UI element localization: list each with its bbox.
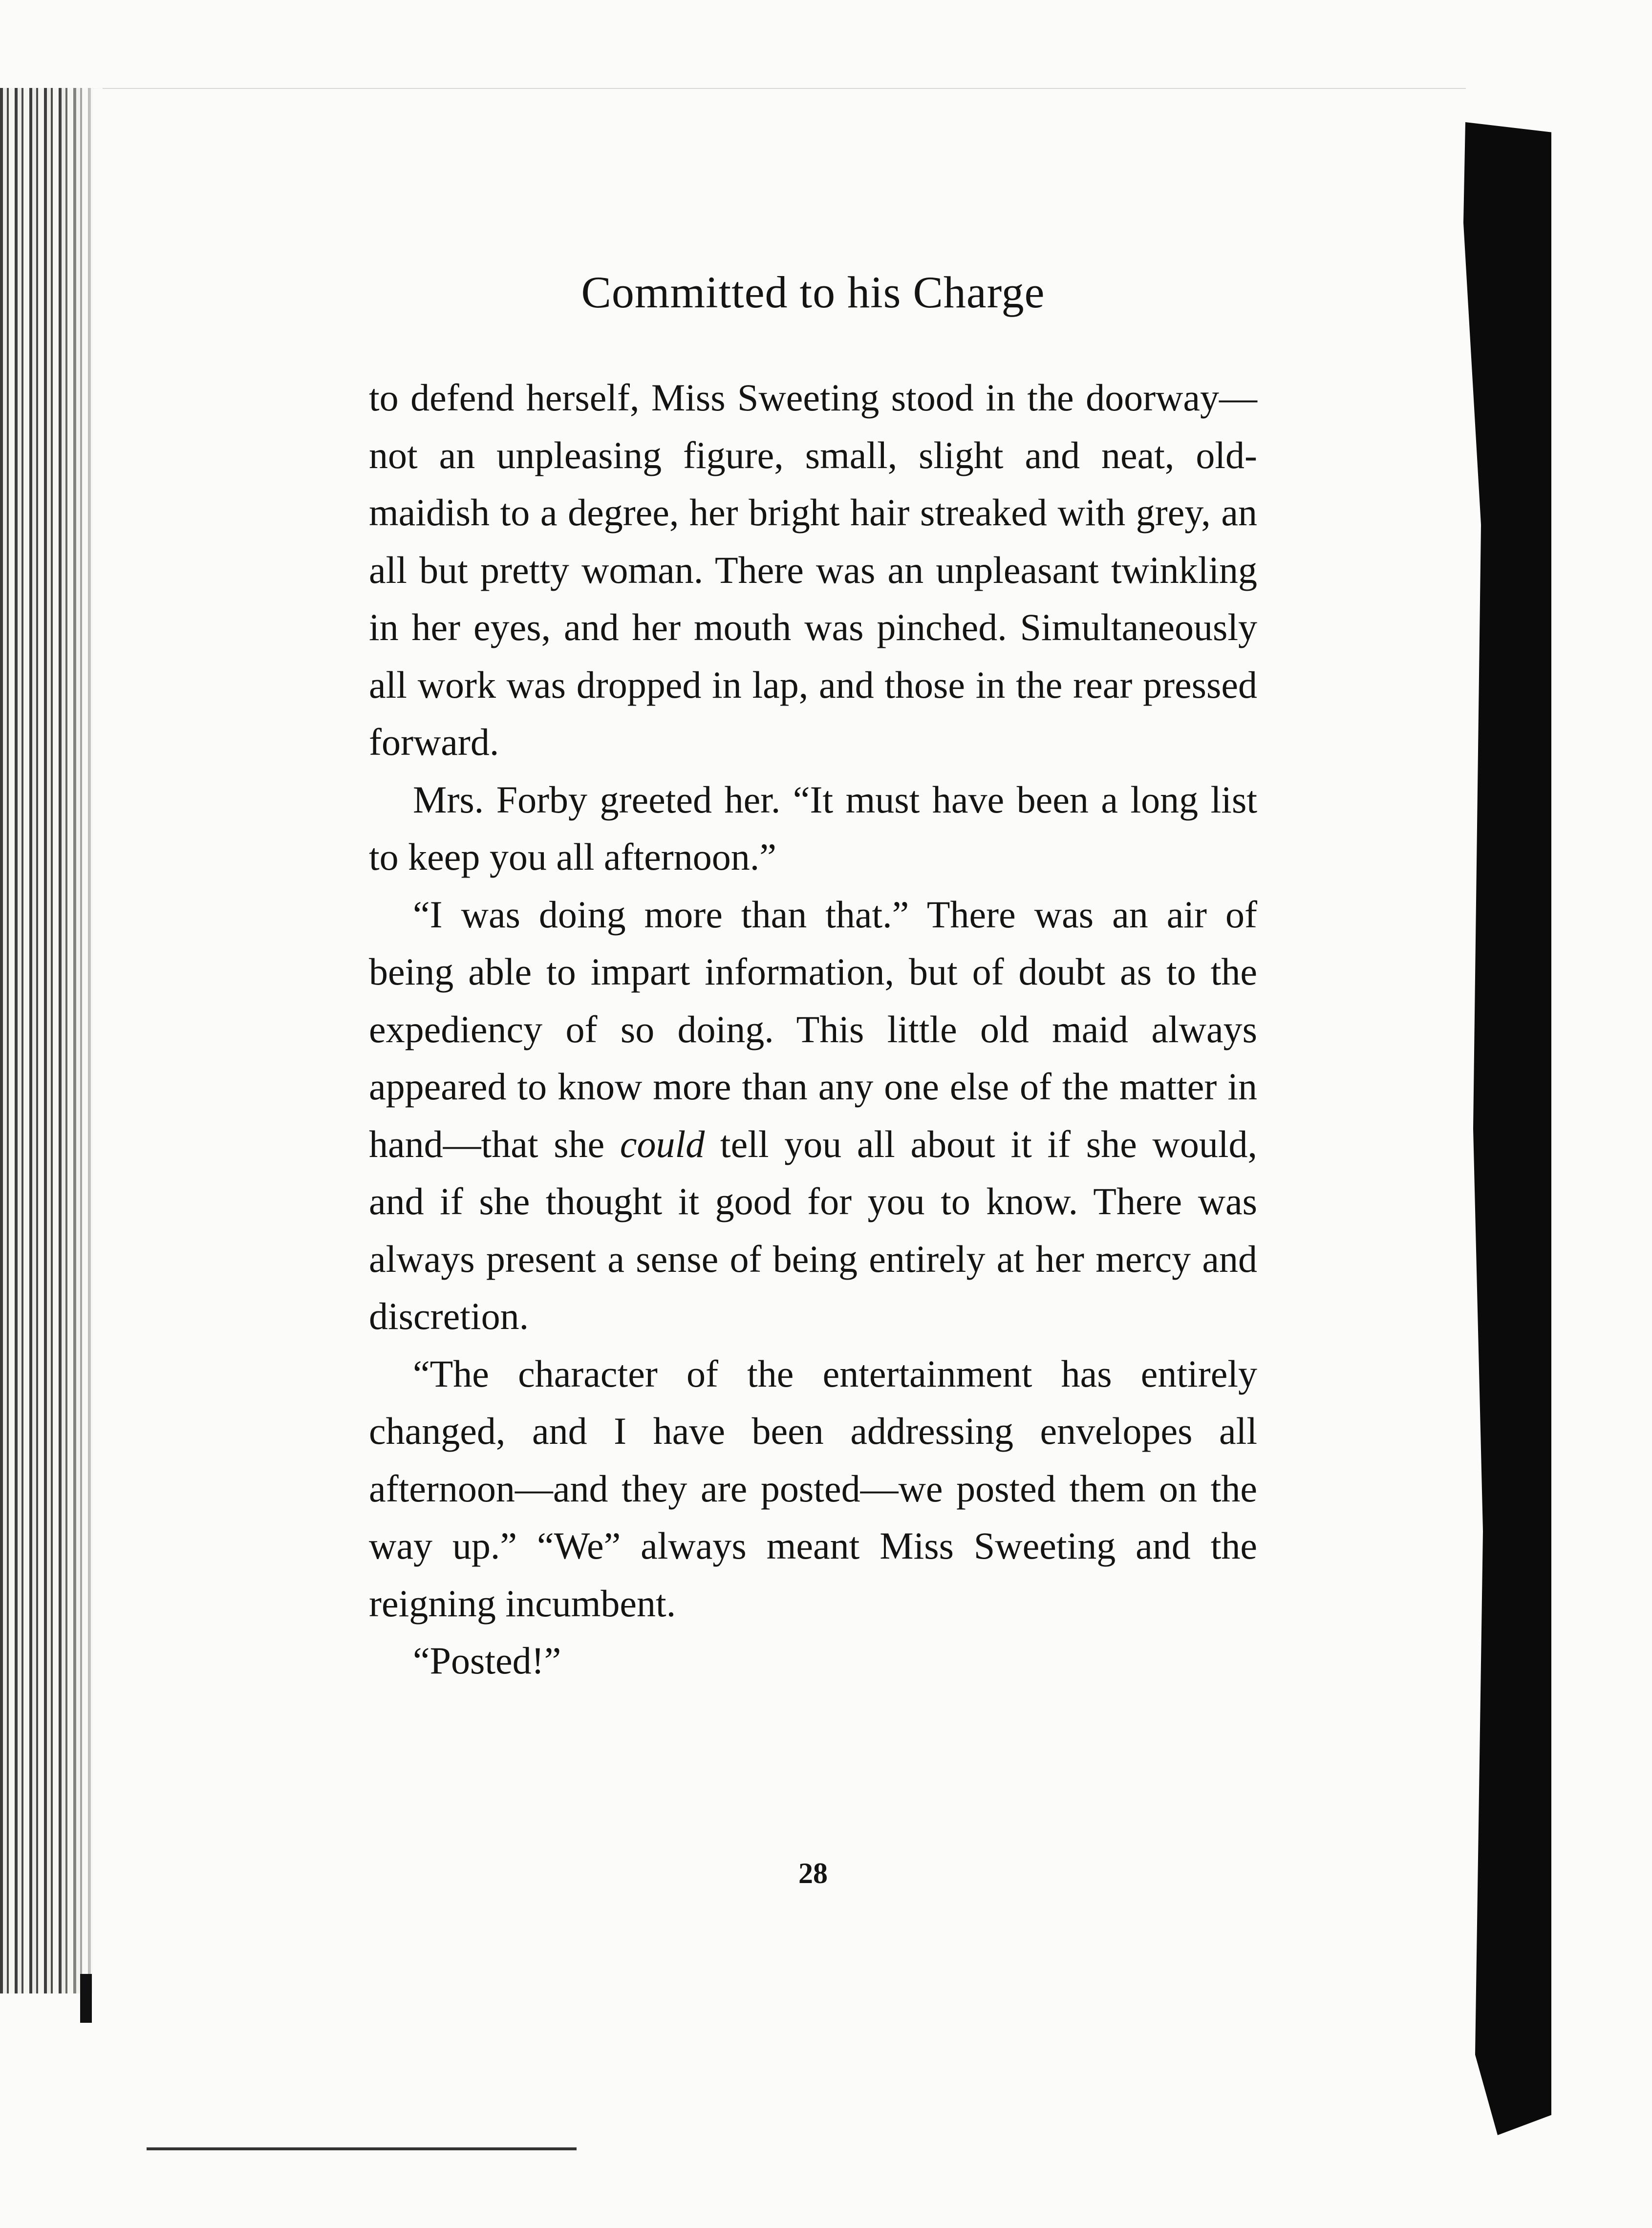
paragraph-2: Mrs. Forby greeted her. “It must have been a long list to keep you all afternoon.” — [369, 778, 1257, 878]
paragraph-5: “Posted!” — [413, 1639, 561, 1682]
paragraph-3-after: tell you all about it if she would, and if she thought it good for you to know. There was always present a sense of being entirely at her mercy and discretion. — [369, 1122, 1257, 1337]
running-header: Committed to his Charge — [581, 267, 1045, 317]
page-edge-shadow — [1454, 122, 1551, 2135]
binding-mark — [80, 1974, 92, 2023]
page-number: 28 — [798, 1857, 828, 1889]
emphasis-could: could — [620, 1122, 705, 1165]
paragraph-4: “The character of the entertainment has entirely changed, and I have been addressing envelopes all afternoon—and they are posted—we posted them on the way up.” “We” always meant Miss Sweeting and the reigning incumbent. — [369, 1352, 1257, 1625]
page-bottom-edge — [147, 2147, 577, 2150]
binding-gutter-fade — [59, 88, 103, 1993]
paragraph-3-before: “I was doing more than that.” There was an air of being able to impart information, but of doubt as to the expediency of so doing. This little old maid always appeared to know more than any one else of the matter in hand—that she — [369, 893, 1257, 1165]
page-top-edge — [88, 88, 1466, 89]
body-text — [369, 369, 1257, 1690]
paragraph-3 — [369, 886, 1257, 1345]
paragraph-1: to defend herself, Miss Sweeting stood in the doorway—not an unpleasing figure, small, slight and neat, old-maidish to a degree, her bright hair streaked with grey, an all but pretty woman. There was an unpleasant twinkling in her eyes, and her mouth was pinched. Simultaneously all work was dropped in lap, and those in the rear pressed forward. — [369, 376, 1257, 763]
